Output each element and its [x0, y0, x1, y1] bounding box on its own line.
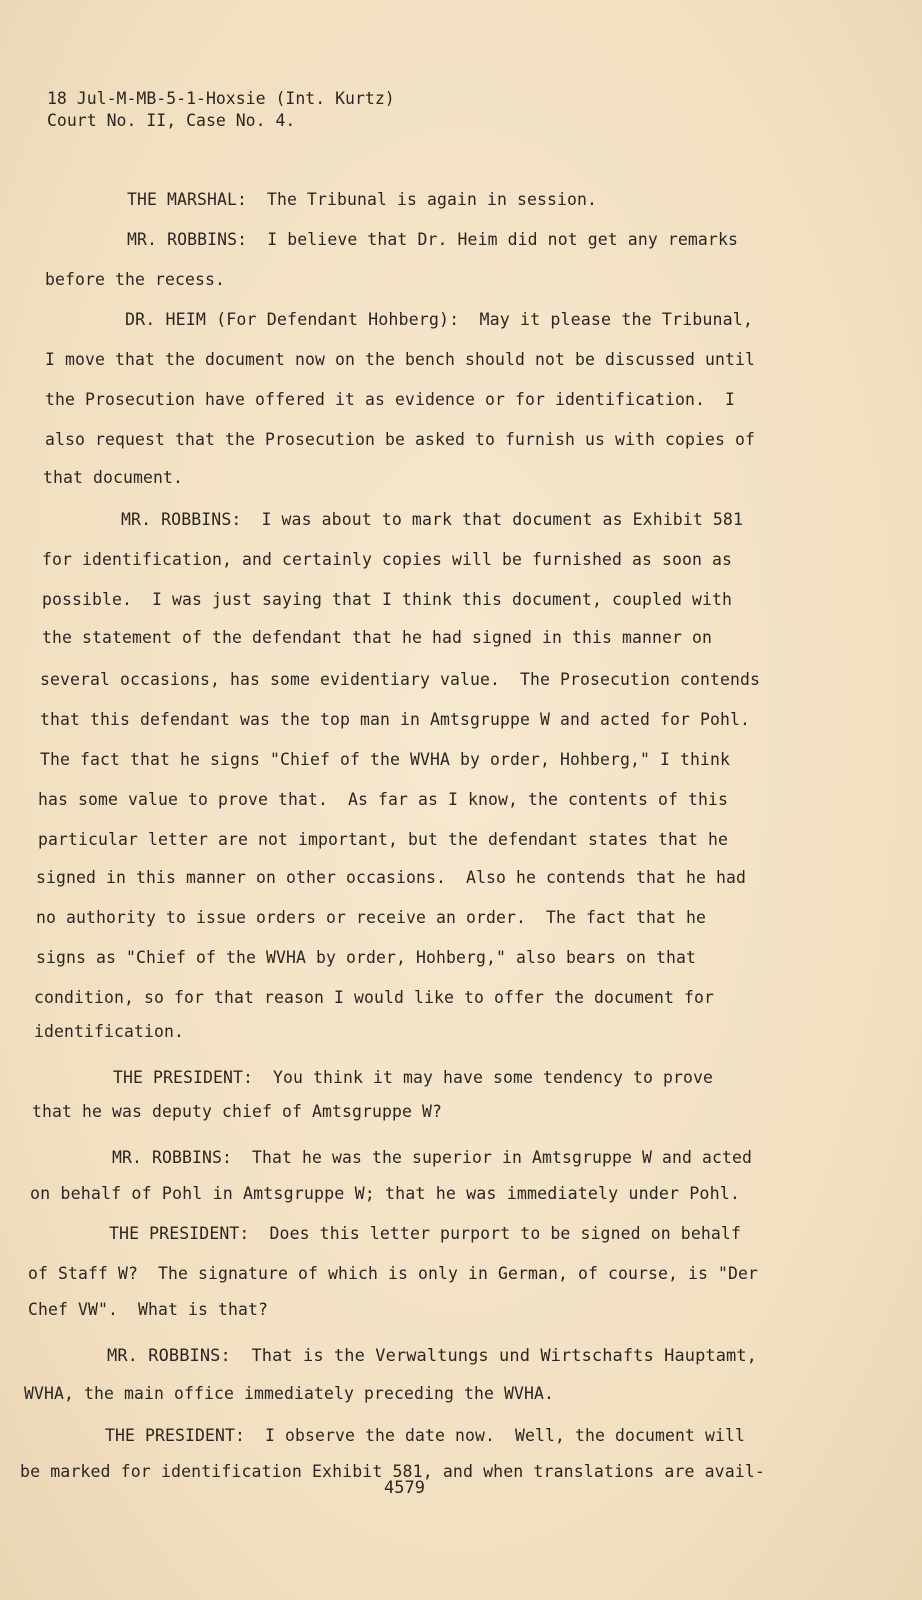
- transcript-line: identification.: [34, 1022, 184, 1041]
- transcript-line: THE PRESIDENT: You think it may have some tendency to prove: [113, 1068, 713, 1087]
- transcript-line: I move that the document now on the bench should not be discussed until: [45, 350, 755, 369]
- transcript-line: that document.: [43, 468, 183, 487]
- transcript-line: no authority to issue orders or receive an order. The fact that he: [36, 908, 706, 927]
- transcript-line: The fact that he signs "Chief of the WVHA by order, Hohberg," I think: [40, 750, 730, 769]
- transcript-line: on behalf of Pohl in Amtsgruppe W; that he was immediately under Pohl.: [30, 1184, 740, 1203]
- transcript-line: the statement of the defendant that he had signed in this manner on: [42, 628, 712, 647]
- transcript-line: that this defendant was the top man in Amtsgruppe W and acted for Pohl.: [40, 710, 750, 729]
- transcript-line: for identification, and certainly copies will be furnished as soon as: [42, 550, 732, 569]
- transcript-line: MR. ROBBINS: That is the Verwaltungs und Wirtschafts Hauptamt,: [107, 1346, 757, 1365]
- transcript-line: several occasions, has some evidentiary value. The Prosecution contends: [40, 670, 760, 689]
- transcript-line: of Staff W? The signature of which is only in German, of course, is "Der: [28, 1264, 758, 1283]
- transcript-line: has some value to prove that. As far as I know, the contents of this: [38, 790, 728, 809]
- transcript-line: THE PRESIDENT: I observe the date now. Well, the document will: [105, 1426, 745, 1445]
- transcript-line: possible. I was just saying that I think this document, coupled with: [42, 590, 732, 609]
- transcript-line: particular letter are not important, but the defendant states that he: [38, 830, 728, 849]
- transcript-line: THE MARSHAL: The Tribunal is again in session.: [127, 190, 597, 209]
- transcript-line: the Prosecution have offered it as evidence or for identification. I: [45, 390, 735, 409]
- transcript-line: THE PRESIDENT: Does this letter purport to be signed on behalf: [109, 1224, 741, 1243]
- transcript-line: signed in this manner on other occasions. Also he contends that he had: [36, 868, 746, 887]
- transcript-line: DR. HEIM (For Defendant Hohberg): May it please the Tribunal,: [125, 310, 753, 329]
- transcript-line: WVHA, the main office immediately preceding the WVHA.: [24, 1384, 554, 1403]
- transcript-line: Chef VW". What is that?: [28, 1300, 268, 1319]
- transcript-line: MR. ROBBINS: I believe that Dr. Heim did not get any remarks: [127, 230, 738, 249]
- transcript-line: also request that the Prosecution be asked to furnish us with copies of: [45, 430, 755, 449]
- transcript-line: signs as "Chief of the WVHA by order, Hohberg," also bears on that: [36, 948, 696, 967]
- transcript-line: condition, so for that reason I would like to offer the document for: [34, 988, 714, 1007]
- document-reference: 18 Jul-M-MB-5-1-Hoxsie (Int. Kurtz): [47, 89, 395, 108]
- page-number: 4579: [384, 1478, 425, 1498]
- transcript-line: before the recess.: [45, 270, 225, 289]
- transcript-line: that he was deputy chief of Amtsgruppe W?: [32, 1102, 442, 1121]
- transcript-line: MR. ROBBINS: That he was the superior in Amtsgruppe W and acted: [112, 1148, 752, 1167]
- court-case-line: Court No. II, Case No. 4.: [47, 111, 296, 130]
- transcript-line: MR. ROBBINS: I was about to mark that document as Exhibit 581: [121, 510, 743, 529]
- transcript-line: be marked for identification Exhibit 581, and when translations are avail-: [20, 1462, 765, 1481]
